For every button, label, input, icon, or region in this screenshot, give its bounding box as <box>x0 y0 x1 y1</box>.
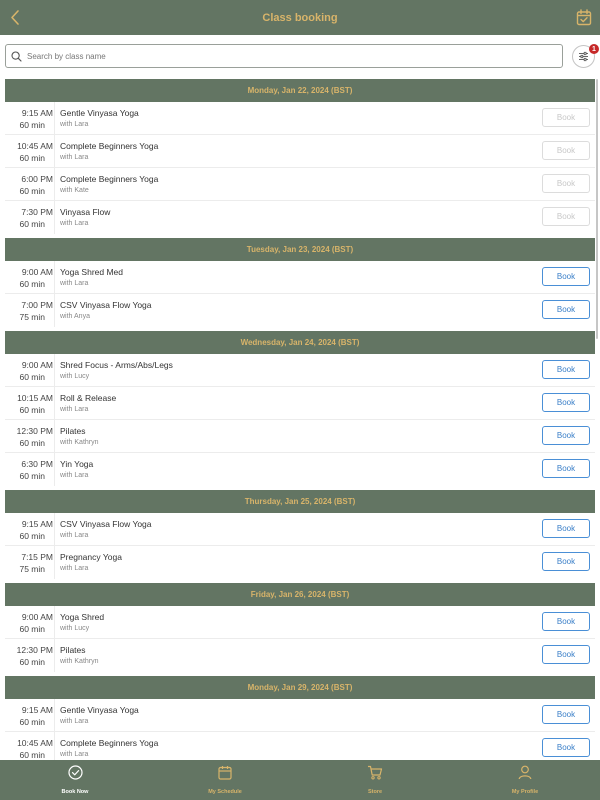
class-duration: 60 min <box>19 471 45 481</box>
class-instructor: with Lara <box>60 154 89 161</box>
row-divider <box>54 102 55 135</box>
nav-label: My Profile <box>511 789 539 795</box>
row-divider <box>54 699 55 732</box>
class-row <box>5 453 595 486</box>
row-divider <box>54 513 55 546</box>
class-name: CSV Vinyasa Flow Yoga <box>60 519 152 529</box>
nav-label: Store <box>367 789 383 795</box>
class-time: 7:00 PM <box>21 300 53 310</box>
bottom-nav <box>0 760 600 800</box>
sliders-icon <box>578 51 589 62</box>
day-header: Wednesday, Jan 24, 2024 (BST) <box>5 331 595 354</box>
class-name: Shred Focus - Arms/Abs/Legs <box>60 360 173 370</box>
nav-label: My Schedule <box>208 789 242 795</box>
row-divider <box>54 201 55 234</box>
row-divider <box>54 354 55 387</box>
class-row <box>5 420 595 453</box>
nav-item-store[interactable] <box>300 760 450 800</box>
day-header: Tuesday, Jan 23, 2024 (BST) <box>5 238 595 261</box>
class-time: 9:00 AM <box>21 360 53 370</box>
book-button[interactable]: Book <box>542 738 590 757</box>
book-button: Book <box>542 207 590 226</box>
class-time: 9:15 AM <box>21 705 53 715</box>
day-group <box>0 79 600 234</box>
class-instructor: with Lucy <box>60 373 90 380</box>
class-row <box>5 135 595 168</box>
row-divider <box>54 387 55 420</box>
class-name: Complete Beginners Yoga <box>60 738 159 748</box>
class-name: Yoga Shred Med <box>60 267 124 277</box>
class-duration: 60 min <box>19 120 45 130</box>
class-duration: 60 min <box>19 153 45 163</box>
class-row <box>5 546 595 579</box>
search-icon <box>11 51 22 62</box>
row-divider <box>54 135 55 168</box>
class-duration: 60 min <box>19 438 45 448</box>
day-header: Monday, Jan 29, 2024 (BST) <box>5 676 595 699</box>
row-divider <box>54 420 55 453</box>
day-header: Monday, Jan 22, 2024 (BST) <box>5 79 595 102</box>
class-time: 9:15 AM <box>21 519 53 529</box>
book-button[interactable]: Book <box>542 705 590 724</box>
book-button[interactable]: Book <box>542 426 590 445</box>
cart-icon <box>367 765 383 785</box>
class-name: Vinyasa Flow <box>60 207 111 217</box>
class-instructor: with Kathryn <box>60 439 99 446</box>
book-button[interactable]: Book <box>542 360 590 379</box>
class-time: 9:15 AM <box>21 108 53 118</box>
scrollbar[interactable] <box>596 79 598 339</box>
class-row <box>5 168 595 201</box>
class-name: Pregnancy Yoga <box>60 552 122 562</box>
class-instructor: with Lara <box>60 751 89 758</box>
class-name: CSV Vinyasa Flow Yoga <box>60 300 152 310</box>
nav-item-book-now[interactable] <box>0 760 150 800</box>
calendar-check-icon[interactable] <box>576 9 592 26</box>
class-duration: 60 min <box>19 405 45 415</box>
day-header: Friday, Jan 26, 2024 (BST) <box>5 583 595 606</box>
class-time: 9:00 AM <box>21 267 53 277</box>
row-divider <box>54 732 55 760</box>
day-group <box>0 331 600 486</box>
class-duration: 60 min <box>19 531 45 541</box>
class-duration: 60 min <box>19 186 45 196</box>
book-button: Book <box>542 174 590 193</box>
class-instructor: with Lara <box>60 565 89 572</box>
class-name: Yin Yoga <box>60 459 94 469</box>
book-button[interactable]: Book <box>542 645 590 664</box>
class-name: Complete Beginners Yoga <box>60 141 159 151</box>
class-instructor: with Lara <box>60 121 89 128</box>
class-instructor: with Anya <box>60 313 90 320</box>
class-name: Yoga Shred <box>60 612 105 622</box>
class-instructor: with Lucy <box>60 625 90 632</box>
class-row <box>5 699 595 732</box>
class-time: 6:00 PM <box>21 174 53 184</box>
chevron-left-icon[interactable] <box>8 9 22 26</box>
book-button[interactable]: Book <box>542 267 590 286</box>
nav-label: Book Now <box>61 789 89 795</box>
nav-item-my-profile[interactable] <box>450 760 600 800</box>
class-duration: 60 min <box>19 219 45 229</box>
book-button: Book <box>542 141 590 160</box>
page-title: Class booking <box>262 11 338 24</box>
class-row <box>5 732 595 760</box>
class-time: 7:30 PM <box>21 207 53 217</box>
class-duration: 60 min <box>19 279 45 289</box>
class-time: 9:00 AM <box>21 612 53 622</box>
search-box[interactable] <box>5 44 563 68</box>
class-duration: 75 min <box>19 312 45 322</box>
day-group <box>0 583 600 672</box>
class-name: Pilates <box>60 426 86 436</box>
nav-item-my-schedule[interactable] <box>150 760 300 800</box>
class-time: 10:45 AM <box>17 738 53 748</box>
class-instructor: with Lara <box>60 718 89 725</box>
check-circle-icon <box>68 765 83 785</box>
row-divider <box>54 453 55 486</box>
class-name: Gentle Vinyasa Yoga <box>60 705 139 715</box>
class-instructor: with Kate <box>60 187 89 194</box>
row-divider <box>54 606 55 639</box>
day-group <box>0 676 600 760</box>
row-divider <box>54 261 55 294</box>
class-instructor: with Lara <box>60 406 89 413</box>
class-name: Roll & Release <box>60 393 117 403</box>
class-time: 10:45 AM <box>17 141 53 151</box>
class-row <box>5 639 595 672</box>
class-row <box>5 387 595 420</box>
day-header: Thursday, Jan 25, 2024 (BST) <box>5 490 595 513</box>
book-button[interactable]: Book <box>542 300 590 319</box>
class-row <box>5 261 595 294</box>
class-list[interactable] <box>0 79 600 760</box>
class-instructor: with Lara <box>60 532 89 539</box>
class-duration: 60 min <box>19 750 45 760</box>
day-group <box>0 490 600 579</box>
class-name: Pilates <box>60 645 86 655</box>
class-row <box>5 294 595 327</box>
row-divider <box>54 546 55 579</box>
class-row <box>5 513 595 546</box>
class-duration: 60 min <box>19 657 45 667</box>
calendar-icon <box>218 765 232 785</box>
class-row <box>5 606 595 639</box>
book-button[interactable]: Book <box>542 393 590 412</box>
top-bar <box>0 0 600 35</box>
filter-count-badge: 1 <box>589 44 599 54</box>
class-time: 10:15 AM <box>17 393 53 403</box>
class-instructor: with Lara <box>60 472 89 479</box>
row-divider <box>54 294 55 327</box>
search-input[interactable] <box>27 52 547 61</box>
class-row <box>5 354 595 387</box>
class-time: 12:30 PM <box>16 426 53 436</box>
row-divider <box>54 168 55 201</box>
book-button[interactable]: Book <box>542 552 590 571</box>
book-button: Book <box>542 108 590 127</box>
class-time: 7:15 PM <box>21 552 53 562</box>
class-time: 12:30 PM <box>16 645 53 655</box>
day-group <box>0 238 600 327</box>
class-instructor: with Lara <box>60 220 89 227</box>
search-row <box>0 35 600 79</box>
class-instructor: with Lara <box>60 280 89 287</box>
class-instructor: with Kathryn <box>60 658 99 665</box>
class-duration: 60 min <box>19 372 45 382</box>
class-time: 6:30 PM <box>21 459 53 469</box>
class-duration: 60 min <box>19 717 45 727</box>
row-divider <box>54 639 55 672</box>
class-name: Complete Beginners Yoga <box>60 174 159 184</box>
class-row <box>5 102 595 135</box>
class-duration: 75 min <box>19 564 45 574</box>
book-button[interactable]: Book <box>542 612 590 631</box>
user-icon <box>518 765 532 785</box>
class-name: Gentle Vinyasa Yoga <box>60 108 139 118</box>
class-row <box>5 201 595 234</box>
book-button[interactable]: Book <box>542 459 590 478</box>
class-duration: 60 min <box>19 624 45 634</box>
book-button[interactable]: Book <box>542 519 590 538</box>
